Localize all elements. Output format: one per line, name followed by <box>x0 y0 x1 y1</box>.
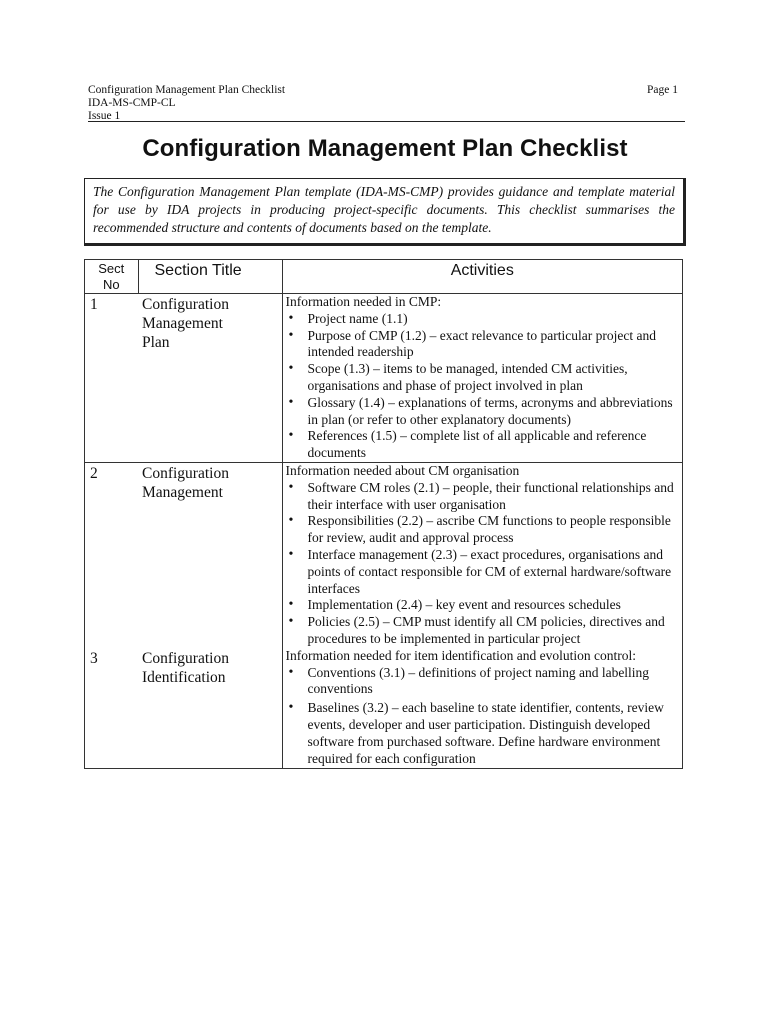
section-title-line: Identification <box>142 668 226 686</box>
running-header <box>88 84 684 123</box>
list-item: • Project name (1.1) <box>286 311 679 328</box>
list-item: • Glossary (1.4) – explanations of terms, acronyms and abbreviations in plan (or refer to other explanatory documents) <box>286 395 679 429</box>
header-doc-id: IDA-MS-CMP-CL <box>88 97 176 109</box>
table-row-section-2 <box>85 462 683 647</box>
list-item: • Implementation (2.4) – key event and resources schedules <box>286 597 679 614</box>
activities-intro: Information needed for item identification and evolution control: <box>285 647 637 663</box>
list-item: • Baselines (3.2) – each baseline to state identifier, contents, review events, developer and user participation. Distinguish developed software from purchased software. Define hardware environment required for each configuration <box>286 700 679 767</box>
section-title <box>138 462 282 647</box>
section-title <box>138 648 282 769</box>
header-divider <box>88 121 685 122</box>
header-section-no <box>85 260 139 294</box>
header-section-title: Section Title <box>138 260 282 294</box>
header-issue: Issue 1 <box>88 110 121 122</box>
table-header-row <box>85 260 683 294</box>
section-title-line: Configuration <box>142 649 229 667</box>
section-title-line: Management <box>142 483 223 501</box>
activities-intro: Information needed about CM organisation <box>285 462 520 478</box>
checklist-table <box>84 259 683 769</box>
table-row-section-3 <box>85 648 683 769</box>
header-activities: Activities <box>282 260 683 294</box>
section-title <box>138 294 282 463</box>
header-sect-label: Sect <box>98 261 125 276</box>
header-doc-title: Configuration Management Plan Checklist <box>88 84 286 96</box>
list-item: • Scope (1.3) – items to be managed, intended CM activities, organisations and phase of project involved in plan <box>286 361 679 395</box>
section-title-line: Management <box>142 315 223 332</box>
activities-list <box>286 665 679 768</box>
section-title-line: Configuration <box>142 296 229 313</box>
section-title-line: Plan <box>142 334 170 351</box>
activities-list <box>286 311 679 462</box>
list-item: • References (1.5) – complete list of all applicable and reference documents <box>286 428 679 462</box>
page-title: Configuration Management Plan Checklist <box>142 135 628 162</box>
list-item: • Interface management (2.3) – exact procedures, organisations and points of contact responsible for CM of external hardware/software interfaces <box>286 547 679 597</box>
list-item: • Purpose of CMP (1.2) – exact relevance to particular project and intended readership <box>286 328 679 362</box>
section-title-line: Configuration <box>142 464 229 482</box>
section-number: 2 <box>85 462 139 647</box>
list-item: • Software CM roles (2.1) – people, their functional relationships and their interface with user organisation <box>286 480 679 514</box>
section-activities <box>282 648 683 769</box>
header-no-label: No <box>102 277 120 292</box>
activities-intro: Information needed in CMP: <box>285 294 442 309</box>
activities-list <box>286 480 679 648</box>
section-activities <box>282 294 683 463</box>
list-item: • Policies (2.5) – CMP must identify all CM policies, directives and procedures to be implemented in particular project <box>286 614 679 648</box>
section-number: 1 <box>85 294 139 463</box>
intro-box: The Configuration Management Plan template (IDA-MS-CMP) provides guidance and template material for use by IDA projects in producing project-specific documents. This checklist summarises the recommended structure and contents of documents based on the template. <box>84 178 686 246</box>
list-item: • Responsibilities (2.2) – ascribe CM functions to people responsible for review, audit and approval process <box>286 513 679 547</box>
list-item: • Conventions (3.1) – definitions of project naming and labelling conventions <box>286 665 679 699</box>
section-number: 3 <box>85 648 139 769</box>
header-page-number: Page 1 <box>647 84 678 96</box>
section-activities <box>282 462 683 647</box>
table-row-section-1 <box>85 294 683 463</box>
